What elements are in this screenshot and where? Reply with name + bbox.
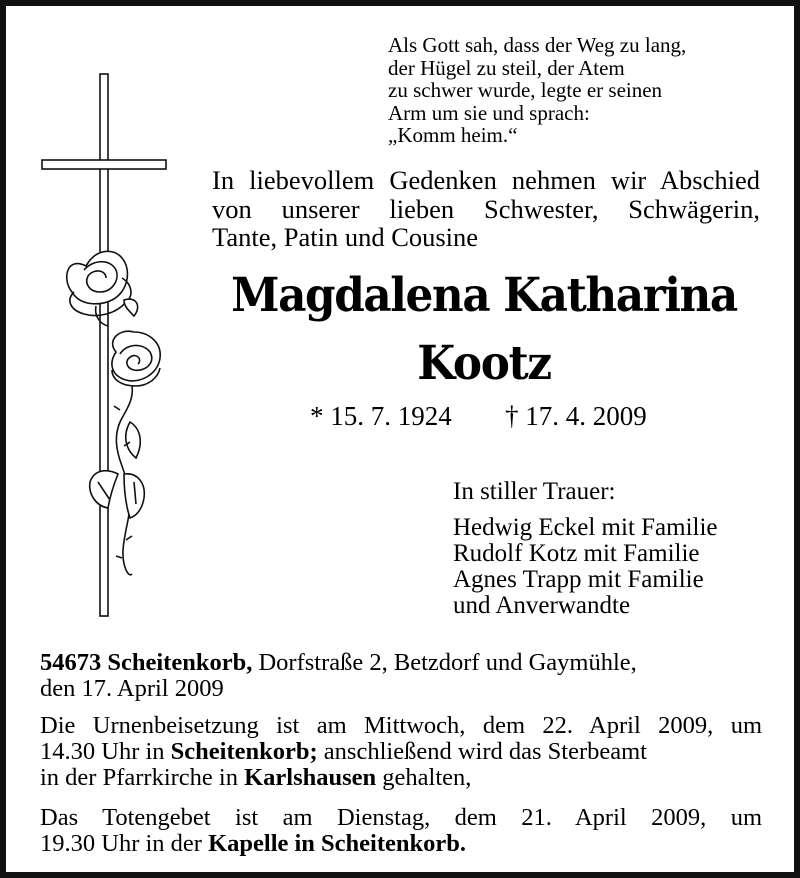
prayer-paragraph: [40, 805, 762, 857]
mourners-list: [453, 479, 773, 619]
burial-time: 14.30 Uhr in: [40, 738, 171, 765]
address-date: den 17. April 2009: [40, 675, 224, 702]
poem-line: Als Gott sah, dass der Weg zu lang,: [388, 33, 687, 57]
deceased-name-first: Magdalena Katharina: [231, 268, 737, 323]
mourner-name: Rudolf Kotz mit Familie: [453, 540, 700, 567]
mass-text: in der Pfarrkirche in: [40, 764, 245, 791]
burial-line: Die Urnenbeisetzung ist am Mittwoch, dem 22. April 2009, um: [40, 712, 762, 739]
intro-line: von unserer lieben Schwester, Schwägerin,: [212, 193, 760, 224]
intro-line: Tante, Patin und Cousine: [212, 222, 479, 252]
poem-line: der Hügel zu steil, der Atem: [388, 55, 625, 80]
burial-place: Scheitenkorb;: [170, 738, 318, 765]
mass-place: Karlshausen: [244, 764, 377, 791]
prayer-time: 19.30 Uhr in der: [40, 830, 209, 857]
death-date: † 17. 4. 2009: [505, 401, 647, 431]
address-place: 54673 Scheitenkorb,: [40, 649, 253, 676]
mourner-name: Agnes Trapp mit Familie: [453, 566, 704, 593]
poem-line: „Komm heim.“: [388, 123, 518, 147]
burial-paragraph: [40, 713, 762, 791]
address-rest: Dorfstraße 2, Betzdorf und Gaymühle,: [252, 649, 637, 676]
mourner-name: und Anverwandte: [453, 592, 631, 619]
poem-line: zu schwer wurde, legte er seinen: [388, 78, 663, 102]
mass-text-end: gehalten,: [376, 764, 472, 791]
poem-line: Arm um sie und sprach:: [388, 100, 590, 125]
mourners-heading: In stiller Trauer:: [453, 478, 616, 505]
deceased-name-last: Kootz: [417, 336, 551, 391]
mourner-name: Hedwig Eckel mit Familie: [453, 514, 718, 541]
burial-text: anschließend wird das Sterbeamt: [317, 738, 647, 765]
birth-date: * 15. 7. 1924: [310, 401, 452, 431]
prayer-line: Das Totengebet ist am Dienstag, dem 21. April 2009, um: [40, 804, 762, 831]
intro-text: [212, 166, 760, 252]
address-paragraph: [40, 650, 762, 702]
prayer-place: Kapelle in Scheitenkorb.: [208, 830, 467, 857]
poem: [388, 34, 778, 147]
intro-line: In liebevollem Gedenken nehmen wir Abschied: [212, 165, 760, 195]
cross-with-roses-icon: [36, 70, 176, 620]
